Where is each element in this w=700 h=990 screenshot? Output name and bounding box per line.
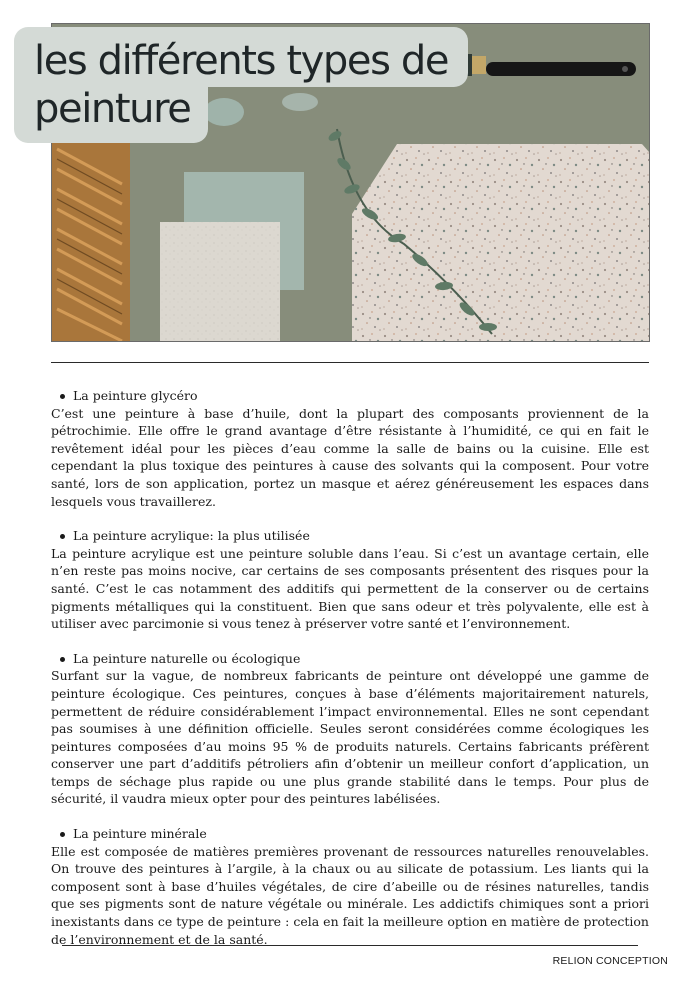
bottom-divider [62, 945, 638, 946]
section-glycero [51, 387, 649, 510]
section-heading: La peinture acrylique: la plus utilisée [51, 527, 649, 545]
footer-brand: RELION CONCEPTION [552, 955, 668, 967]
section-paragraph: Surfant sur la vague, de nombreux fabricants de peinture ont développé une gamme de peinture écologique. Ces peintures, conçues à base d’éléments majoritairement naturels, permettent de réduire considérablement l’impact environnemental. Elles ne sont cependant pas soumises à une définition officielle. Seules seront considérées comme écologiques les peintures composées d’au moins 95 % de produits naturels. Certains fabricants préfèrent conserver une part d’additifs pétroliers afin d’obtenir un meilleur confort d’application, un temps de séchage plus rapide ou une plus grande stabilité dans le temps. Pour plus de sécurité, il vaudra mieux opter pour des peintures labélisées. [51, 668, 649, 807]
white-tile [160, 222, 280, 341]
page-title [14, 27, 468, 143]
section-paragraph: La peinture acrylique est une peinture soluble dans l’eau. Si c’est un avantage certain, elle n’en reste pas moins nocive, car certains de ses composants présentent des risques pour la santé. C’est le cas notamment des additifs qui permettent de la conserver ou de certains pigments métalliques qui la constituent. Bien que sans odeur et très polyvalente, elle est à utiliser avec parcimonie si vous tenez à préserver votre santé et l’environnement. [51, 545, 649, 632]
article-body [51, 387, 649, 965]
section-naturelle [51, 650, 649, 808]
top-divider [51, 362, 649, 363]
page-title-line2: peinture [14, 87, 208, 143]
page-title-line1: les différents types de [14, 27, 468, 87]
section-acrylique [51, 527, 649, 633]
section-minerale [51, 825, 649, 948]
section-heading: La peinture glycéro [51, 387, 649, 405]
section-heading: La peinture minérale [51, 825, 649, 843]
section-paragraph: C’est une peinture à base d’huile, dont la plupart des composants proviennent de la pétrochimie. Elle offre le grand avantage d’être résistante à l’humidité, ce qui en fait le revêtement idéal pour les pièces d’eau comme la salle de bains ou la cuisine. Elle est cependant la plus toxique des peintures à cause des solvants qui la composent. Pour votre santé, lors de son application, portez un masque et aérez généreusement les espaces dans lesquels vous travaillerez. [51, 405, 649, 509]
section-paragraph: Elle est composée de matières premières provenant de ressources naturelles renouvelables. On trouve des peintures à l’argile, à la chaux ou au silicate de potassium. Les liants qui la composent sont à base d’huiles végétales, de cire d’abeille ou de résines naturelles, tandis que ses pigments sont de nature végétale ou minérale. Les addictifs chimiques sont a priori inexistants dans ce type de peinture : cela en fait la meilleure option en matière de protection de l’environnement et de la santé. [51, 843, 649, 947]
section-heading: La peinture naturelle ou écologique [51, 650, 649, 668]
terrazzo-slab [352, 144, 649, 341]
palm-leaf-decor [52, 134, 130, 341]
